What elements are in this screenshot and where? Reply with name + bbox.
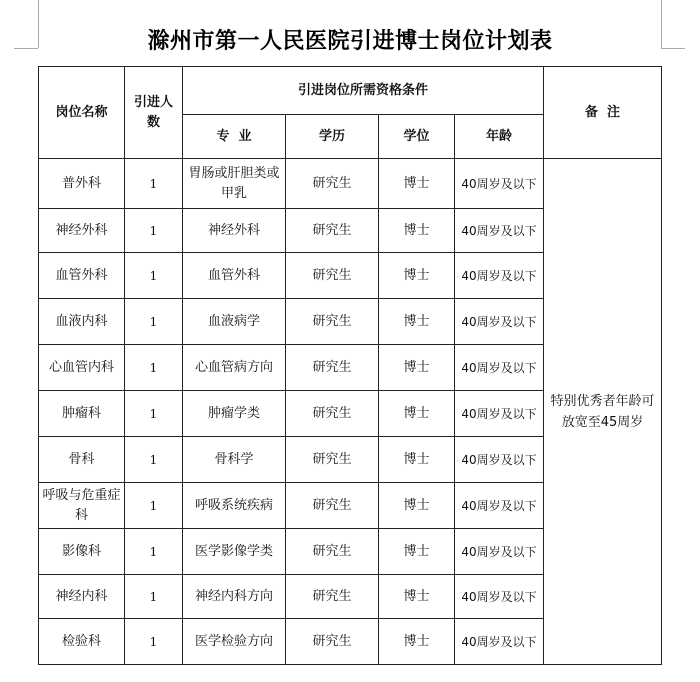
cell-age: 40周岁及以下	[455, 575, 544, 619]
header-notes: 备 注	[544, 67, 662, 159]
cell-education: 研究生	[286, 299, 379, 345]
cell-position: 检验科	[39, 619, 125, 665]
cell-education: 研究生	[286, 253, 379, 299]
cell-count: 1	[125, 391, 183, 437]
cell-count: 1	[125, 529, 183, 575]
cell-education: 研究生	[286, 437, 379, 483]
cell-position: 骨科	[39, 437, 125, 483]
cell-major: 呼吸系统疾病	[183, 483, 286, 529]
cell-degree: 博士	[379, 575, 455, 619]
cell-note: 特别优秀者年龄可放宽至45周岁	[544, 159, 662, 665]
cell-count: 1	[125, 159, 183, 209]
cell-major: 骨科学	[183, 437, 286, 483]
table-row	[39, 159, 662, 209]
header-requirements: 引进岗位所需资格条件	[183, 67, 544, 115]
cell-count: 1	[125, 209, 183, 253]
cell-age: 40周岁及以下	[455, 483, 544, 529]
cell-position: 血液内科	[39, 299, 125, 345]
cell-education: 研究生	[286, 619, 379, 665]
cell-position: 神经内科	[39, 575, 125, 619]
cell-degree: 博士	[379, 209, 455, 253]
header-major: 专 业	[183, 115, 286, 159]
cell-age: 40周岁及以下	[455, 253, 544, 299]
cell-count: 1	[125, 575, 183, 619]
cell-degree: 博士	[379, 159, 455, 209]
cell-position: 普外科	[39, 159, 125, 209]
header-age: 年龄	[455, 115, 544, 159]
cell-count: 1	[125, 299, 183, 345]
cell-degree: 博士	[379, 391, 455, 437]
cell-age: 40周岁及以下	[455, 299, 544, 345]
cell-degree: 博士	[379, 529, 455, 575]
cell-age: 40周岁及以下	[455, 391, 544, 437]
cell-education: 研究生	[286, 159, 379, 209]
cell-major: 医学影像学类	[183, 529, 286, 575]
cell-education: 研究生	[286, 209, 379, 253]
cell-major: 肿瘤学类	[183, 391, 286, 437]
cell-major: 神经外科	[183, 209, 286, 253]
cell-education: 研究生	[286, 529, 379, 575]
cell-count: 1	[125, 253, 183, 299]
header-degree: 学位	[379, 115, 455, 159]
cell-position: 呼吸与危重症科	[39, 483, 125, 529]
cell-age: 40周岁及以下	[455, 437, 544, 483]
header-count-text: 引进人数	[133, 94, 173, 130]
cell-age: 40周岁及以下	[455, 345, 544, 391]
cell-major: 血液病学	[183, 299, 286, 345]
cell-major: 心血管病方向	[183, 345, 286, 391]
cell-degree: 博士	[379, 619, 455, 665]
cell-age: 40周岁及以下	[455, 209, 544, 253]
cell-degree: 博士	[379, 437, 455, 483]
cell-age: 40周岁及以下	[455, 159, 544, 209]
cell-age: 40周岁及以下	[455, 619, 544, 665]
cell-major: 血管外科	[183, 253, 286, 299]
cell-count: 1	[125, 483, 183, 529]
header-count	[125, 67, 183, 159]
cell-position: 神经外科	[39, 209, 125, 253]
cell-degree: 博士	[379, 345, 455, 391]
cell-education: 研究生	[286, 391, 379, 437]
cell-education: 研究生	[286, 483, 379, 529]
cell-position: 血管外科	[39, 253, 125, 299]
cell-degree: 博士	[379, 253, 455, 299]
header-education: 学历	[286, 115, 379, 159]
cell-position: 心血管内科	[39, 345, 125, 391]
cell-age: 40周岁及以下	[455, 529, 544, 575]
cell-education: 研究生	[286, 345, 379, 391]
cell-position: 影像科	[39, 529, 125, 575]
header-position: 岗位名称	[39, 67, 125, 159]
cell-position: 肿瘤科	[39, 391, 125, 437]
cell-major: 胃肠或肝胆类或甲乳	[183, 159, 286, 209]
cell-count: 1	[125, 345, 183, 391]
cell-degree: 博士	[379, 483, 455, 529]
cell-major: 神经内科方向	[183, 575, 286, 619]
cell-count: 1	[125, 619, 183, 665]
page-title: 滁州市第一人民医院引进博士岗位计划表	[147, 28, 553, 54]
cell-major: 医学检验方向	[183, 619, 286, 665]
cell-count: 1	[125, 437, 183, 483]
plan-table	[38, 66, 662, 665]
cell-education: 研究生	[286, 575, 379, 619]
cell-degree: 博士	[379, 299, 455, 345]
